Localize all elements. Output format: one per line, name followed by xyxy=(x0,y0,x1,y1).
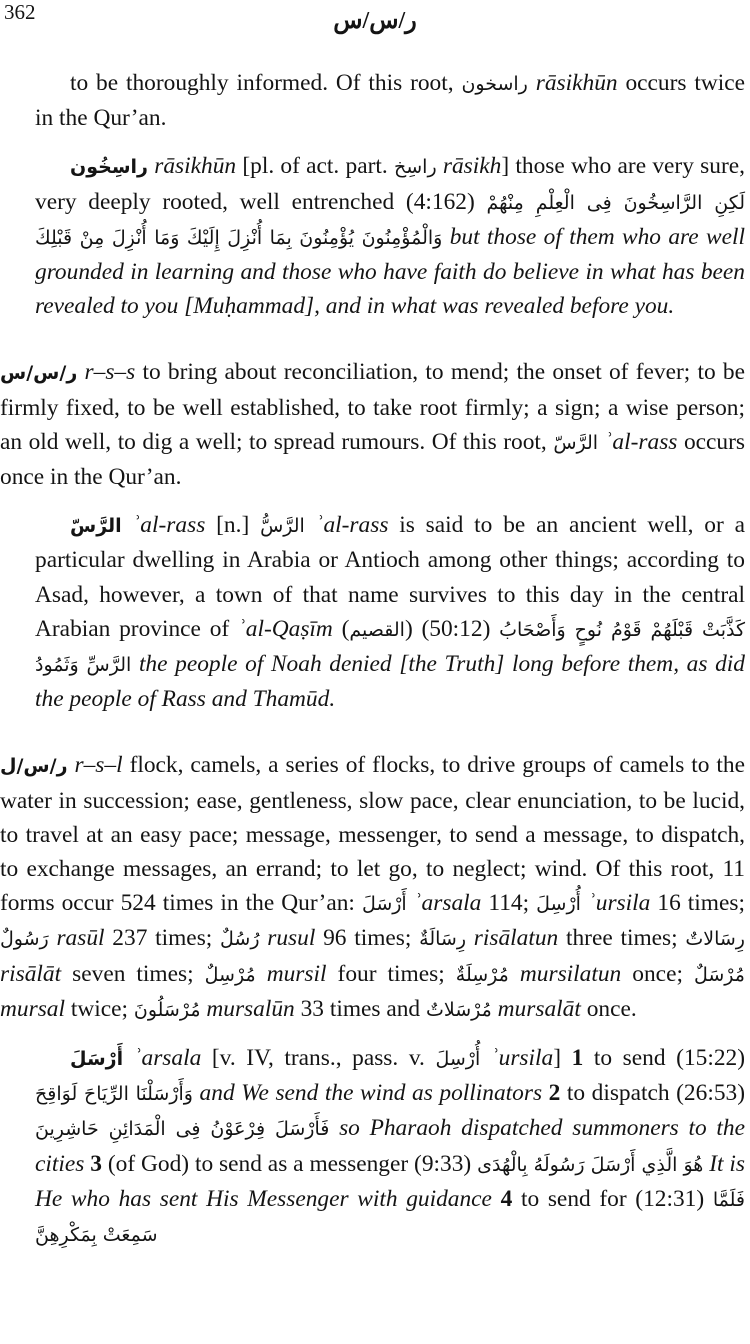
sense-number: 3 xyxy=(90,1150,102,1177)
root-entry-r-s-s xyxy=(0,355,745,494)
transliteration: ʾursila xyxy=(587,890,651,917)
text-run: (of God) to send as a messenger (9:33) xyxy=(101,1150,478,1177)
arabic-text: راسِخ xyxy=(393,156,437,179)
transliteration: mursal xyxy=(0,995,65,1022)
text-run xyxy=(442,224,449,250)
arabic-text: مُرْسَلُونَ xyxy=(133,998,201,1021)
arabic-text: أُرْسِلَ xyxy=(435,1048,481,1071)
arabic-text: وَأَرْسَلْنَا الرِّيَاحَ لَوَاقِحَ xyxy=(35,1083,193,1106)
arabic-text: أُرْسِلَ xyxy=(536,893,581,916)
root-entry-r-s-l xyxy=(0,748,745,1027)
transliteration: mursalūn xyxy=(206,995,295,1022)
arabic-text: فَلَمَّا سَمِعَتْ بِمَكْرِهِنَّ xyxy=(35,1188,745,1247)
transliteration: so Pharaoh dispatched summoners to the cities xyxy=(35,1115,745,1177)
arabic-text: أَرْسَلَ xyxy=(361,893,407,916)
text-run: occurs twice in the Qur’an. xyxy=(35,70,745,132)
transliteration: risālāt xyxy=(0,960,62,987)
text-run: [n.] xyxy=(205,512,261,539)
sense-number: 4 xyxy=(500,1185,513,1212)
transliteration: ʾal-rass xyxy=(132,512,206,539)
arabic-text: مُرْسِلَةٌ xyxy=(455,963,509,986)
text-run xyxy=(77,359,84,385)
text-run: to send for (12:31) xyxy=(512,1185,713,1212)
text-run: flock, camels, a series of flocks, to drive groups of camels to the water in succession; ease, gentleness, slow pace, clear enunciation, to be lucid, to travel at an easy pace; message, messenger, to send a message, to dispatch, to exchange messages, an errand; to let go, to neglect; wind. Of this root, 11 forms occur 524 times in the Qur’an: xyxy=(0,752,745,917)
sense-number: 1 xyxy=(571,1045,584,1072)
text-run xyxy=(480,1045,491,1071)
arabic-text: رُسُلٌ xyxy=(220,928,260,951)
text-run: 33 times and xyxy=(294,995,426,1022)
text-run xyxy=(256,961,267,987)
transliteration: ʾursila xyxy=(490,1045,554,1072)
transliteration: the people of Noah denied [the Truth] long before them, as did the people of Rass and Thamūd. xyxy=(35,651,745,713)
text-run: to be thoroughly informed. Of this root, xyxy=(70,70,462,96)
transliteration: ʾarsala xyxy=(413,890,482,917)
text-run: ( xyxy=(332,615,350,642)
text-run: twice; xyxy=(65,995,134,1022)
arabic-text: رِسَالاتٌ xyxy=(685,928,745,951)
text-run xyxy=(581,890,588,916)
text-run: 96 times; xyxy=(315,925,420,952)
text-run: ] those who are very sure, very deeply rooted, well entrenched (4:162) xyxy=(35,153,745,215)
text-run: [pl. of act. part. xyxy=(236,153,394,180)
running-head: ر/س/س xyxy=(333,8,417,34)
text-run: seven times; xyxy=(61,960,205,987)
text-run xyxy=(131,651,139,677)
transliteration: rāsikh xyxy=(442,153,502,180)
text-run: once; xyxy=(621,960,694,987)
transliteration: rasūl xyxy=(56,925,105,952)
paragraph-rasikhun-intro xyxy=(35,66,745,135)
transliteration: mursil xyxy=(266,960,327,987)
arabic-text: الرَّسّ xyxy=(553,431,599,454)
text-run: three times; xyxy=(558,925,686,952)
transliteration: and We send the wind as pollinators xyxy=(199,1080,543,1107)
transliteration: rāsikhūn xyxy=(535,70,618,96)
transliteration: ʾal-Qaṣīm xyxy=(237,615,333,642)
transliteration: ʾal-rass xyxy=(315,512,389,539)
text-run: is said to be an ancient well, or a particular dwelling in Arabia or Antioch among other things; according to Asad, however, a town of that name survives to this day in the central Arabian province of xyxy=(35,512,745,642)
transliteration: risālatun xyxy=(473,925,559,952)
arabic-headword: راسِخُون xyxy=(70,156,148,179)
page-body xyxy=(0,66,746,1252)
text-run: once. xyxy=(580,995,637,1022)
text-run xyxy=(329,1115,339,1141)
text-run: 114; xyxy=(481,890,537,917)
arabic-text: مُرْسَلاتٌ xyxy=(425,998,492,1021)
arabic-headword: ر/س/ل xyxy=(0,755,68,778)
arabic-text: رِسَالَةٌ xyxy=(419,928,467,951)
text-run xyxy=(407,890,414,916)
arabic-text: مُرْسَلٌ xyxy=(694,963,745,986)
text-run: 237 times; xyxy=(104,925,221,952)
transliteration: ʾarsala xyxy=(133,1045,202,1072)
arabic-text: القصيم xyxy=(349,618,405,641)
text-run xyxy=(123,1045,134,1071)
text-run: occurs once in the Qur’an. xyxy=(0,428,745,491)
arabic-text: مُرْسِلٌ xyxy=(204,963,256,986)
text-run: to send (15:22) xyxy=(583,1045,745,1072)
text-run: to dispatch (26:53) xyxy=(560,1080,745,1107)
arabic-headword: الرَّسّ xyxy=(70,515,122,538)
text-run: 16 times; xyxy=(650,890,745,917)
arabic-text: راسخون xyxy=(461,73,528,95)
transliteration: but those of them who are well grounded in learning and those who have faith do believe in what has been revealed to you [Muḥammad], and in what was revealed before you. xyxy=(35,223,745,320)
arabic-headword: ر/س/س xyxy=(0,362,78,385)
text-run xyxy=(68,752,75,778)
arabic-headword: أَرْسَلَ xyxy=(70,1048,124,1071)
text-run xyxy=(305,512,316,538)
text-run xyxy=(492,1186,501,1212)
transliteration: rāsikhūn xyxy=(154,153,237,180)
text-run: ] xyxy=(553,1045,572,1072)
entry-al-rass xyxy=(35,508,745,716)
transliteration: r–s–s xyxy=(84,359,136,386)
text-run xyxy=(509,961,520,987)
arabic-text: كَذَّبَتْ قَبْلَهُمْ قَوْمُ نُوحٍ وَأَصْحَابُ الرَّسِّ وَثَمُودُ xyxy=(35,618,745,677)
text-run xyxy=(528,70,536,96)
transliteration: r–s–l xyxy=(74,752,123,779)
arabic-text: فَأَرْسَلَ فِرْعَوْنُ فِى الْمَدَائِنِ حَاشِرِينَ xyxy=(35,1118,330,1141)
text-run: [v. IV, trans., pass. v. xyxy=(201,1045,436,1072)
transliteration: ʾal-rass xyxy=(604,428,678,455)
transliteration: mursilatun xyxy=(519,960,622,987)
transliteration: rusul xyxy=(267,925,316,952)
page-number: 362 xyxy=(4,0,36,24)
text-run: four times; xyxy=(326,960,456,987)
entry-arsala xyxy=(35,1041,745,1252)
transliteration: mursalāt xyxy=(497,995,581,1022)
text-run xyxy=(466,925,474,951)
arabic-text: رَسُولٌ xyxy=(0,928,49,951)
text-run: to bring about reconciliation, to mend; the onset of fever; to be firmly fixed, to be well established, to take root firmly; a sign; a wise person; an old well, to dig a well; to spread rumours. Of this root, xyxy=(0,359,745,455)
arabic-text: هُوَ الَّذِي أَرْسَلَ رَسُولَهُ بِالْهُدَى xyxy=(477,1153,704,1176)
arabic-text: لَكِنِ الرَّاسِخُونَ فِى الْعِلْمِ مِنْهُمْ وَالْمُؤْمِنُونَ يُؤْمِنُونَ بِمَا أُنْزِلَ إِلَيْكَ وَمَا أُنْزِلَ مِنْ قَبْلِكَ xyxy=(35,191,746,249)
text-run: ) (50:12) xyxy=(404,615,500,642)
entry-rasikhun xyxy=(35,149,745,323)
text-run xyxy=(122,512,133,538)
arabic-text: الرَّسُّ xyxy=(260,515,305,538)
sense-number: 2 xyxy=(548,1080,561,1107)
transliteration: It is He who has sent His Messenger with guidance xyxy=(35,1150,745,1212)
